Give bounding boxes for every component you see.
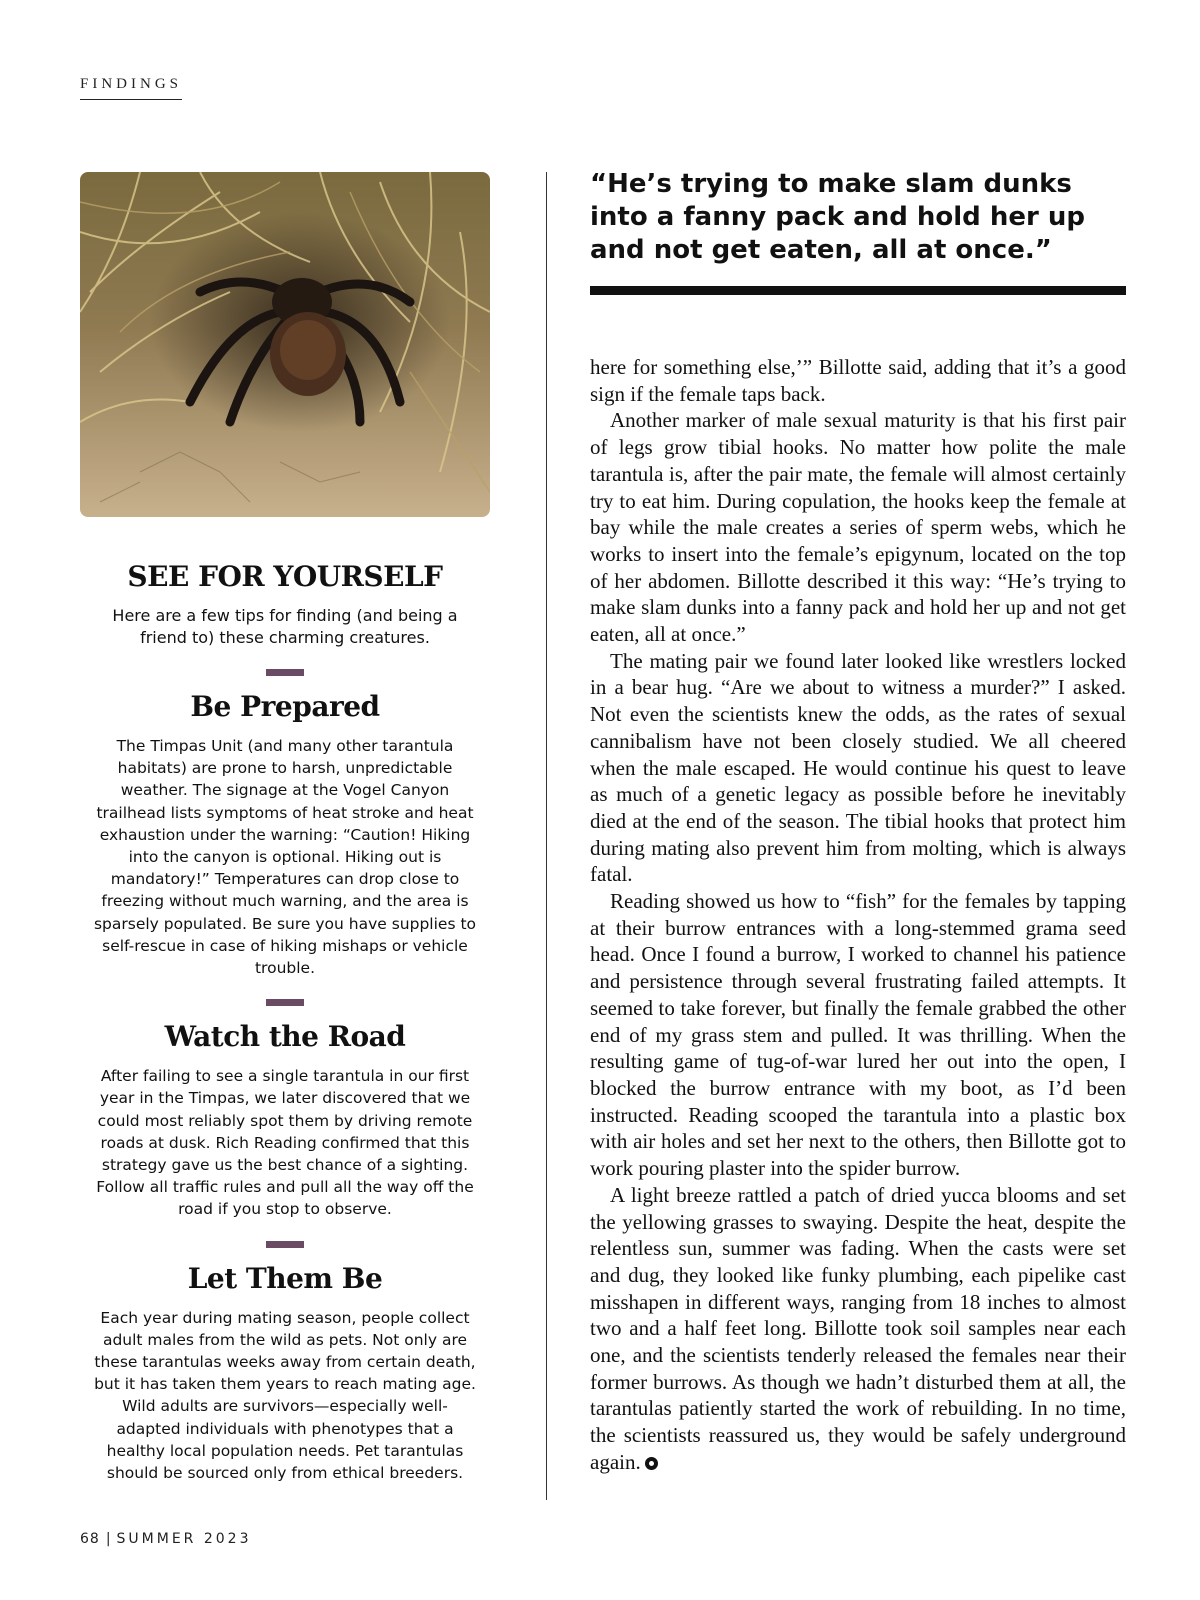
sidebar-intro: Here are a few tips for finding (and being a friend to) these charming creatures.: [112, 606, 458, 647]
end-of-story-icon: [645, 1457, 658, 1470]
page-number: 68: [80, 1531, 100, 1547]
section-label: FINDINGS: [80, 76, 182, 100]
article-paragraph: The mating pair we found later looked like wrestlers locked in a bear hug. “Are we about to witness a murder?” I asked. Not even the scientists knew the odds, as the rates of sexual cannibalism have not been closely studied. We all cheered when the male escaped. He would continue his quest to leave as much of a genetic legacy as possible before he inevitably died at the end of the season. The tibial hooks that protect him during mating also prevent him from molting, which is always fatal.: [590, 648, 1126, 887]
article-paragraph: Another marker of male sexual maturity is that his first pair of legs grow tibial hooks. No matter how polite the male tarantula is, after the pair mate, the female will almost certainly try to eat him. During copulation, the hooks keep the female at bay while the male creates a series of sperm webs, which he works to insert into the female’s epigynum, located on the top of her abdomen. Billotte described it this way: “He’s trying to make slam dunks into a fanny pack and hold her up and not get eaten, all at once.”: [590, 408, 1126, 647]
see-for-yourself-sidebar: [80, 560, 490, 1484]
divider: [266, 669, 304, 676]
sidebar-title: SEE FOR YOURSELF: [127, 560, 443, 593]
tip-body-watch-the-road: After failing to see a single tarantula in our first year in the Timpas, we later discovered that we could most reliably spot them by driving remote roads at dusk. Rich Reading confirmed that this strategy gave us the best chance of a sighting. Follow all traffic rules and pull all the way off the road if you stop to observe.: [96, 1067, 474, 1219]
article-last-paragraph-text: A light breeze rattled a patch of dried yucca blooms and set the yellowing grasses to swaying. Despite the heat, despite the relentless sun, summer was fading. When the casts were set and dug, they looked like funky plumbing, each pipelike cast misshapen in different ways, ranging from 18 inches to almost two and a half feet long. Billotte took soil samples near each one, and the scientists tenderly released the females near their former burrows. As though we hadn’t disturbed them at all, the tarantulas patiently started the work of rebuilding. In no time, the scientists reassured us, they would be safely underground again.: [590, 1182, 1126, 1474]
article-body: [590, 354, 1126, 1476]
tip-body-be-prepared: The Timpas Unit (and many other tarantula habitats) are prone to harsh, unpredictable weather. The signage at the Vogel Canyon trailhead lists symptoms of heat stroke and heat exhaustion under the warning: “Caution! Hiking into the canyon is optional. Hiking out is mandatory!” Temperatures can drop close to freezing without much warning, and the area is sparsely populated. Be sure you have supplies to self-rescue in case of hiking mishaps or vehicle trouble.: [93, 737, 477, 978]
article-paragraph: here for something else,’” Billotte said, adding that it’s a good sign if the female taps back.: [590, 355, 1126, 406]
footer-separator: |: [105, 1531, 111, 1547]
divider: [266, 1241, 304, 1248]
tip-body-let-them-be: Each year during mating season, people collect adult males from the wild as pets. Not only are these tarantulas weeks away from certain death, but it has taken them years to reach mating age. Wild adults are survivors—especially well-adapted individuals with phenotypes that a healthy local population needs. Pet tarantulas should be sourced only from ethical breeders.: [94, 1308, 476, 1483]
tip-heading-be-prepared: Be Prepared: [190, 690, 380, 723]
tarantula-photo: [80, 172, 490, 517]
pull-quote-rule: [590, 286, 1126, 295]
pull-quote: “He’s trying to make slam dunks into a fanny pack and hold her up and not get eaten, all at once.”: [590, 169, 1085, 265]
article-paragraph: [590, 1182, 1126, 1476]
column-rule: [546, 172, 547, 1500]
divider: [266, 999, 304, 1006]
article-paragraph: Reading showed us how to “fish” for the females by tapping at their burrow entrances with a long-stemmed grama seed head. Once I found a burrow, I worked to channel his patience and persistence through several frustrating failed attempts. It seemed to take forever, but finally the female grabbed the other end of my grass stem and pulled. It was thrilling. When the resulting game of tug-of-war lured her out into the open, I blocked the burrow entrance with my boot, as I’d been instructed. Reading scooped the tarantula into a plastic box with air holes and set her next to the others, then Billotte got to work pouring plaster into the spider burrow.: [590, 889, 1126, 1181]
page-footer: [80, 1531, 252, 1547]
issue-label: SUMMER 2023: [116, 1531, 252, 1547]
tip-heading-let-them-be: Let Them Be: [187, 1261, 383, 1295]
tip-heading-watch-the-road: Watch the Road: [164, 1020, 406, 1054]
